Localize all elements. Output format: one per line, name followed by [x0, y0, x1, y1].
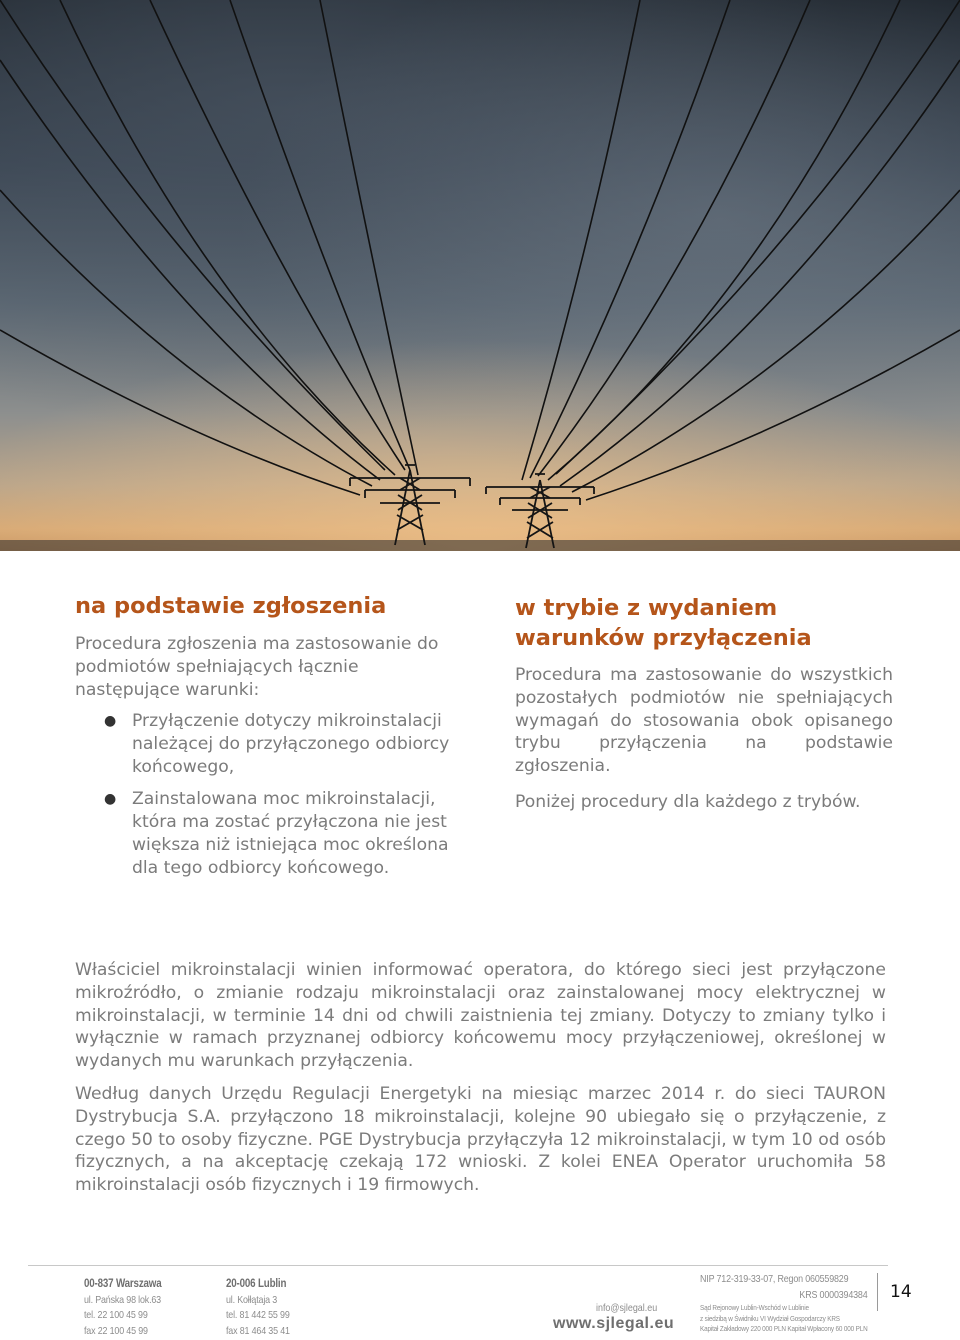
footer-registry-info [700, 1272, 868, 1335]
list-item [104, 710, 454, 778]
main-paragraph-1: Właściciel mikroinstalacji winien informować operatora, do którego sieci jest przyłączone mikroźródło, o zmianie rodzaju mikroinstalacji oraz zainstalowanej mocy elektrycznej w mikroinstalacji, w terminie 14 dni od chwili zaistnienia tej zmiany. Dotyczy to zmiany tylko i wyłącznie w ramach przyznanej odbiorcy końcowemu mocy przyłączeniowej, określonej w wydanych mu warunkach przyłączenia. [75, 960, 886, 1072]
right-section-paragraph-2: Poniżej procedury dla każdego z trybów. [515, 792, 861, 812]
left-section-intro: Procedura zgłoszenia ma zastosowanie do podmiotów spełniających łącznie następujące warunki: [75, 634, 439, 700]
footer-street: ul. Pańska 98 lok.63 [84, 1293, 161, 1306]
footer-capital: Kapitał Zakładowy 220 000 PLN Kapitał Wpłacony 60 000 PLN [700, 1324, 868, 1333]
footer-krs: KRS 0000394384 [799, 1288, 868, 1301]
power-lines-sky-image [0, 0, 960, 551]
footer-phone: tel. 81 442 55 99 [226, 1309, 290, 1321]
conditions-list [104, 710, 454, 890]
footer-address-warszawa [84, 1277, 162, 1339]
footer-court: Sąd Rejonowy Lublin-Wschód w Lublinie [700, 1303, 809, 1312]
bullet-icon: ● [104, 791, 117, 808]
list-item [104, 788, 454, 879]
list-item-text: Zainstalowana moc mikroinstalacji, która ma zostać przyłączona nie jest większa niż istniejąca moc określona dla tego odbiorcy końcowego. [132, 789, 449, 878]
footer-street: ul. Kołłątaja 3 [226, 1293, 278, 1306]
footer-divider [28, 1265, 888, 1266]
footer-nip-regon: NIP 712-319-33-07, Regon 060559829 [700, 1273, 849, 1285]
footer-court-2: z siedzibą w Świdniku VI Wydział Gospodarczy KRS [700, 1313, 840, 1323]
footer-fax: fax 81 464 35 41 [226, 1324, 290, 1337]
main-paragraph-2: Według danych Urzędu Regulacji Energetyki na miesiąc marzec 2014 r. do sieci TAURON Dystrybucja S.A. przyłączono 18 mikroinstalacji, kolejne 90 ubiegało się o przyłączenie, z czego 50 to osoby fizyczne. PGE Dystrybucja przyłączyła 12 mikroinstalacji, w tym 10 od osób fizycznych, a na akceptację czekają 172 wnioski. Z kolei ENEA Operator uruchomiła 58 mikroinstalacji osób fizycznych i 19 firmowych. [75, 1084, 886, 1196]
footer-email-link[interactable]: info@sjlegal.eu [596, 1302, 658, 1314]
footer-phone: tel. 22 100 45 99 [84, 1309, 148, 1321]
right-section-heading: w trybie z wydaniem warunków przyłączenia [515, 595, 812, 651]
footer-city: 20-006 Lublin [226, 1278, 287, 1290]
hero-photo [0, 0, 960, 551]
footer-city: 00-837 Warszawa [84, 1278, 162, 1290]
bullet-icon: ● [104, 713, 117, 729]
right-section-paragraph: Procedura ma zastosowanie do wszystkich pozostałych podmiotów nie spełniających wymagań do stosowania obok opisanego trybu przyłączenia na podstawie zgłoszenia. [515, 665, 893, 777]
footer-website-link[interactable]: www.sjlegal.eu [553, 1315, 675, 1332]
list-item-text: Przyłączenie dotyczy mikroinstalacji należącej do przyłączonego odbiorcy końcowego, [132, 711, 450, 777]
page-number: 14 [890, 1282, 912, 1302]
left-section-heading: na podstawie zgłoszenia [75, 593, 387, 619]
footer-fax: fax 22 100 45 99 [84, 1324, 148, 1337]
footer-address-lublin [226, 1277, 290, 1339]
